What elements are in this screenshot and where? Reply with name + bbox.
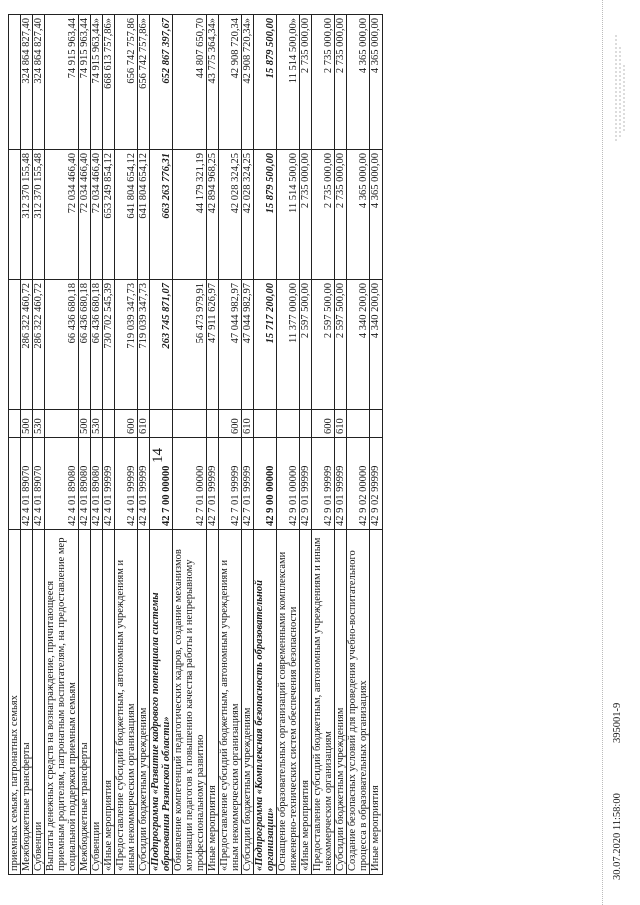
row-code-cell: 42 4 01 89080: [91, 438, 103, 530]
row-value-2021-cell: 663 263 776,31: [150, 150, 173, 280]
row-kvr-cell: [300, 410, 312, 438]
row-kvr-cell: [9, 410, 21, 438]
row-name-cell: Субсидии бюджетным учреждениям: [242, 530, 254, 875]
row-kvr-cell: 530: [33, 410, 45, 438]
row-name-cell: Межбюджетные трансферты: [79, 530, 91, 875]
row-value-2022-cell: 43 775 364,34»: [207, 15, 219, 150]
row-value-2022-cell: 656 742 757,86: [115, 15, 138, 150]
row-name-cell: Выплаты денежных средств на вознаграждение, причитающееся приемным родителям, патронатным воспитателям, на предоставление мер социальной поддержки приемным семьям: [45, 530, 79, 875]
row-code-cell: 42 4 01 99999: [115, 438, 138, 530]
row-name-cell: Субвенции: [33, 530, 45, 875]
table-row: [242, 15, 254, 875]
row-code-cell: 42 9 01 99999: [335, 438, 347, 530]
row-value-2021-cell: 72 034 466,40: [79, 150, 91, 280]
row-name-cell: Создание безопасных условий для проведения учебно-воспитательного процесса в образовательных организациях: [347, 530, 370, 875]
row-code-cell: [9, 438, 21, 530]
row-code-cell: 42 7 01 00000: [173, 438, 207, 530]
row-kvr-cell: 600: [219, 410, 242, 438]
row-value-2020-cell: 47 044 982,97: [242, 280, 254, 410]
row-value-2020-cell: 4 340 200,00: [370, 280, 382, 410]
footer-document-id: 395001-9: [612, 702, 623, 743]
table-row: [138, 15, 150, 875]
row-value-2021-cell: 42 028 324,25: [219, 150, 242, 280]
row-code-cell: 42 7 01 99999: [219, 438, 242, 530]
footer-timestamp: 30.07.2020 11:58:00: [612, 793, 623, 880]
row-value-2020-cell: 66 436 680,18: [79, 280, 91, 410]
row-value-2021-cell: 312 370 155,48: [21, 150, 33, 280]
table-row: [21, 15, 33, 875]
row-value-2020-cell: 15 717 200,00: [254, 280, 277, 410]
row-kvr-cell: 500: [21, 410, 33, 438]
table-row: [33, 15, 45, 875]
row-value-2020-cell: 56 473 979,91: [173, 280, 207, 410]
row-kvr-cell: [150, 410, 173, 438]
page-number: 14: [150, 448, 166, 463]
budget-table: [8, 14, 383, 875]
row-code-cell: 42 4 01 89080: [79, 438, 91, 530]
row-kvr-cell: 610: [138, 410, 150, 438]
row-name-cell: Предоставление субсидий бюджетным, автономным учреждениям и иным некоммерческим организациям: [312, 530, 335, 875]
row-value-2022-cell: 74 915 963,44: [45, 15, 79, 150]
row-value-2021-cell: 312 370 155,48: [33, 150, 45, 280]
table-row: [45, 15, 79, 875]
row-kvr-cell: 500: [79, 410, 91, 438]
row-value-2021-cell: 2 735 000,00: [335, 150, 347, 280]
row-value-2020-cell: 66 436 680,18: [45, 280, 79, 410]
table-row: [335, 15, 347, 875]
row-code-cell: 42 9 02 99999: [370, 438, 382, 530]
table-row: [347, 15, 370, 875]
row-value-2022-cell: 74 915 963,44»: [91, 15, 103, 150]
table-row: [150, 15, 173, 875]
row-value-2022-cell: 42 908 720,34»: [242, 15, 254, 150]
row-value-2020-cell: 719 039 347,73: [138, 280, 150, 410]
row-name-cell: Иные мероприятия: [370, 530, 382, 875]
row-value-2021-cell: 72 034 466,40: [45, 150, 79, 280]
row-name-cell: Субвенции: [91, 530, 103, 875]
row-name-cell: приемных семьях, патронатных семьях: [9, 530, 21, 875]
row-value-2020-cell: 286 322 460,72: [21, 280, 33, 410]
table-row: [370, 15, 382, 875]
row-code-cell: 42 9 02 00000: [347, 438, 370, 530]
row-value-2021-cell: 72 034 466,40: [91, 150, 103, 280]
row-value-2021-cell: [9, 150, 21, 280]
row-value-2022-cell: 324 864 827,40: [33, 15, 45, 150]
row-kvr-cell: 530: [91, 410, 103, 438]
row-value-2020-cell: 286 322 460,72: [33, 280, 45, 410]
row-value-2021-cell: 11 514 500,00: [277, 150, 300, 280]
table-row: [9, 15, 21, 875]
row-code-cell: 42 9 01 99999: [300, 438, 312, 530]
row-code-cell: 42 4 01 89080: [45, 438, 79, 530]
row-name-cell: Иные мероприятия: [207, 530, 219, 875]
row-kvr-cell: [45, 410, 79, 438]
row-value-2020-cell: 47 044 982,97: [219, 280, 242, 410]
row-value-2021-cell: 4 365 000,00: [370, 150, 382, 280]
row-kvr-cell: 610: [335, 410, 347, 438]
table-row: [219, 15, 242, 875]
row-value-2022-cell: 11 514 500,00»: [277, 15, 300, 150]
row-value-2021-cell: 653 249 854,12: [103, 150, 115, 280]
row-kvr-cell: 600: [312, 410, 335, 438]
row-value-2020-cell: 11 377 000,00: [277, 280, 300, 410]
table-row: [79, 15, 91, 875]
row-value-2021-cell: 641 804 654,12: [138, 150, 150, 280]
row-value-2022-cell: 74 915 963,44: [79, 15, 91, 150]
row-value-2022-cell: 2 735 000,00: [335, 15, 347, 150]
row-name-cell: Субсидии бюджетным учреждениям: [335, 530, 347, 875]
table-row: [300, 15, 312, 875]
row-value-2020-cell: [9, 280, 21, 410]
row-value-2020-cell: 263 745 871,07: [150, 280, 173, 410]
row-value-2020-cell: 2 597 500,00: [300, 280, 312, 410]
row-kvr-cell: [370, 410, 382, 438]
table-row: [312, 15, 335, 875]
row-name-cell: «Иные мероприятия: [103, 530, 115, 875]
row-name-cell: «Предоставление субсидий бюджетным, автономным учреждениям и иным некоммерческим организациям: [115, 530, 138, 875]
row-name-cell: «Подпрограмма «Развитие кадрового потенциала системы образования Рязанской области»: [150, 530, 173, 875]
row-name-cell: Обновление компетенций педагогических кадров, создание механизмов мотивации педагогов к повышению качества работы и непрерывному профессиональному развитию: [173, 530, 207, 875]
row-value-2022-cell: [9, 15, 21, 150]
row-value-2020-cell: 2 597 500,00: [312, 280, 335, 410]
table-row: [115, 15, 138, 875]
faint-stamp-image: [612, 23, 628, 143]
row-code-cell: 42 4 01 99999: [103, 438, 115, 530]
footer-divider: [602, 0, 603, 905]
row-value-2022-cell: 44 807 650,70: [173, 15, 207, 150]
row-kvr-cell: [103, 410, 115, 438]
row-value-2021-cell: 4 365 000,00: [347, 150, 370, 280]
row-code-cell: 42 4 01 99999: [138, 438, 150, 530]
row-value-2020-cell: 730 702 545,39: [103, 280, 115, 410]
row-kvr-cell: [277, 410, 300, 438]
row-value-2022-cell: 4 365 000,00: [370, 15, 382, 150]
row-value-2021-cell: 44 179 321,19: [173, 150, 207, 280]
row-code-cell: 42 7 01 99999: [207, 438, 219, 530]
row-name-cell: Субсидии бюджетным учреждениям: [138, 530, 150, 875]
row-kvr-cell: [173, 410, 207, 438]
table-row: [277, 15, 300, 875]
row-value-2020-cell: 66 436 680,18: [91, 280, 103, 410]
row-code-cell: 42 7 00 00000: [150, 438, 173, 530]
row-name-cell: Межбюджетные трансферты: [21, 530, 33, 875]
table-row: [254, 15, 277, 875]
row-value-2022-cell: 4 365 000,00: [347, 15, 370, 150]
row-value-2021-cell: 641 804 654,12: [115, 150, 138, 280]
row-value-2021-cell: 2 735 000,00: [312, 150, 335, 280]
row-name-cell: «Иные мероприятия: [300, 530, 312, 875]
row-value-2022-cell: 668 613 757,86»: [103, 15, 115, 150]
row-kvr-cell: 610: [242, 410, 254, 438]
row-value-2022-cell: 2 735 000,00: [312, 15, 335, 150]
row-value-2020-cell: 2 597 500,00: [335, 280, 347, 410]
row-kvr-cell: [207, 410, 219, 438]
row-kvr-cell: 600: [115, 410, 138, 438]
row-value-2020-cell: 4 340 200,00: [347, 280, 370, 410]
row-value-2022-cell: 652 867 397,67: [150, 15, 173, 150]
row-value-2020-cell: 47 911 626,97: [207, 280, 219, 410]
row-kvr-cell: [347, 410, 370, 438]
row-value-2021-cell: 42 028 324,25: [242, 150, 254, 280]
row-value-2022-cell: 2 735 000,00: [300, 15, 312, 150]
row-value-2021-cell: 42 894 968,25: [207, 150, 219, 280]
row-code-cell: 42 4 01 89070: [21, 438, 33, 530]
table-row: [103, 15, 115, 875]
row-code-cell: 42 9 01 00000: [277, 438, 300, 530]
row-value-2022-cell: 324 864 827,40: [21, 15, 33, 150]
table-row: [91, 15, 103, 875]
row-value-2022-cell: 42 908 720,34: [219, 15, 242, 150]
row-name-cell: «Предоставление субсидий бюджетным, автономным учреждениям и иным некоммерческим организациям: [219, 530, 242, 875]
row-value-2021-cell: 2 735 000,00: [300, 150, 312, 280]
table-row: [173, 15, 207, 875]
table-row: [207, 15, 219, 875]
row-value-2021-cell: 15 879 500,00: [254, 150, 277, 280]
row-kvr-cell: [254, 410, 277, 438]
row-name-cell: Оснащение образовательных организаций современными комплексами инженерно-технических систем обеспечения безопасности: [277, 530, 300, 875]
row-code-cell: 42 9 01 99999: [312, 438, 335, 530]
row-value-2020-cell: 719 039 347,73: [115, 280, 138, 410]
row-value-2022-cell: 15 879 500,00: [254, 15, 277, 150]
row-value-2022-cell: 656 742 757,86»: [138, 15, 150, 150]
row-code-cell: 42 4 01 89070: [33, 438, 45, 530]
row-code-cell: 42 7 01 99999: [242, 438, 254, 530]
row-code-cell: 42 9 00 00000: [254, 438, 277, 530]
row-name-cell: «Подпрограмма «Комплексная безопасность образовательной организации»: [254, 530, 277, 875]
budget-table-body: [9, 15, 383, 875]
